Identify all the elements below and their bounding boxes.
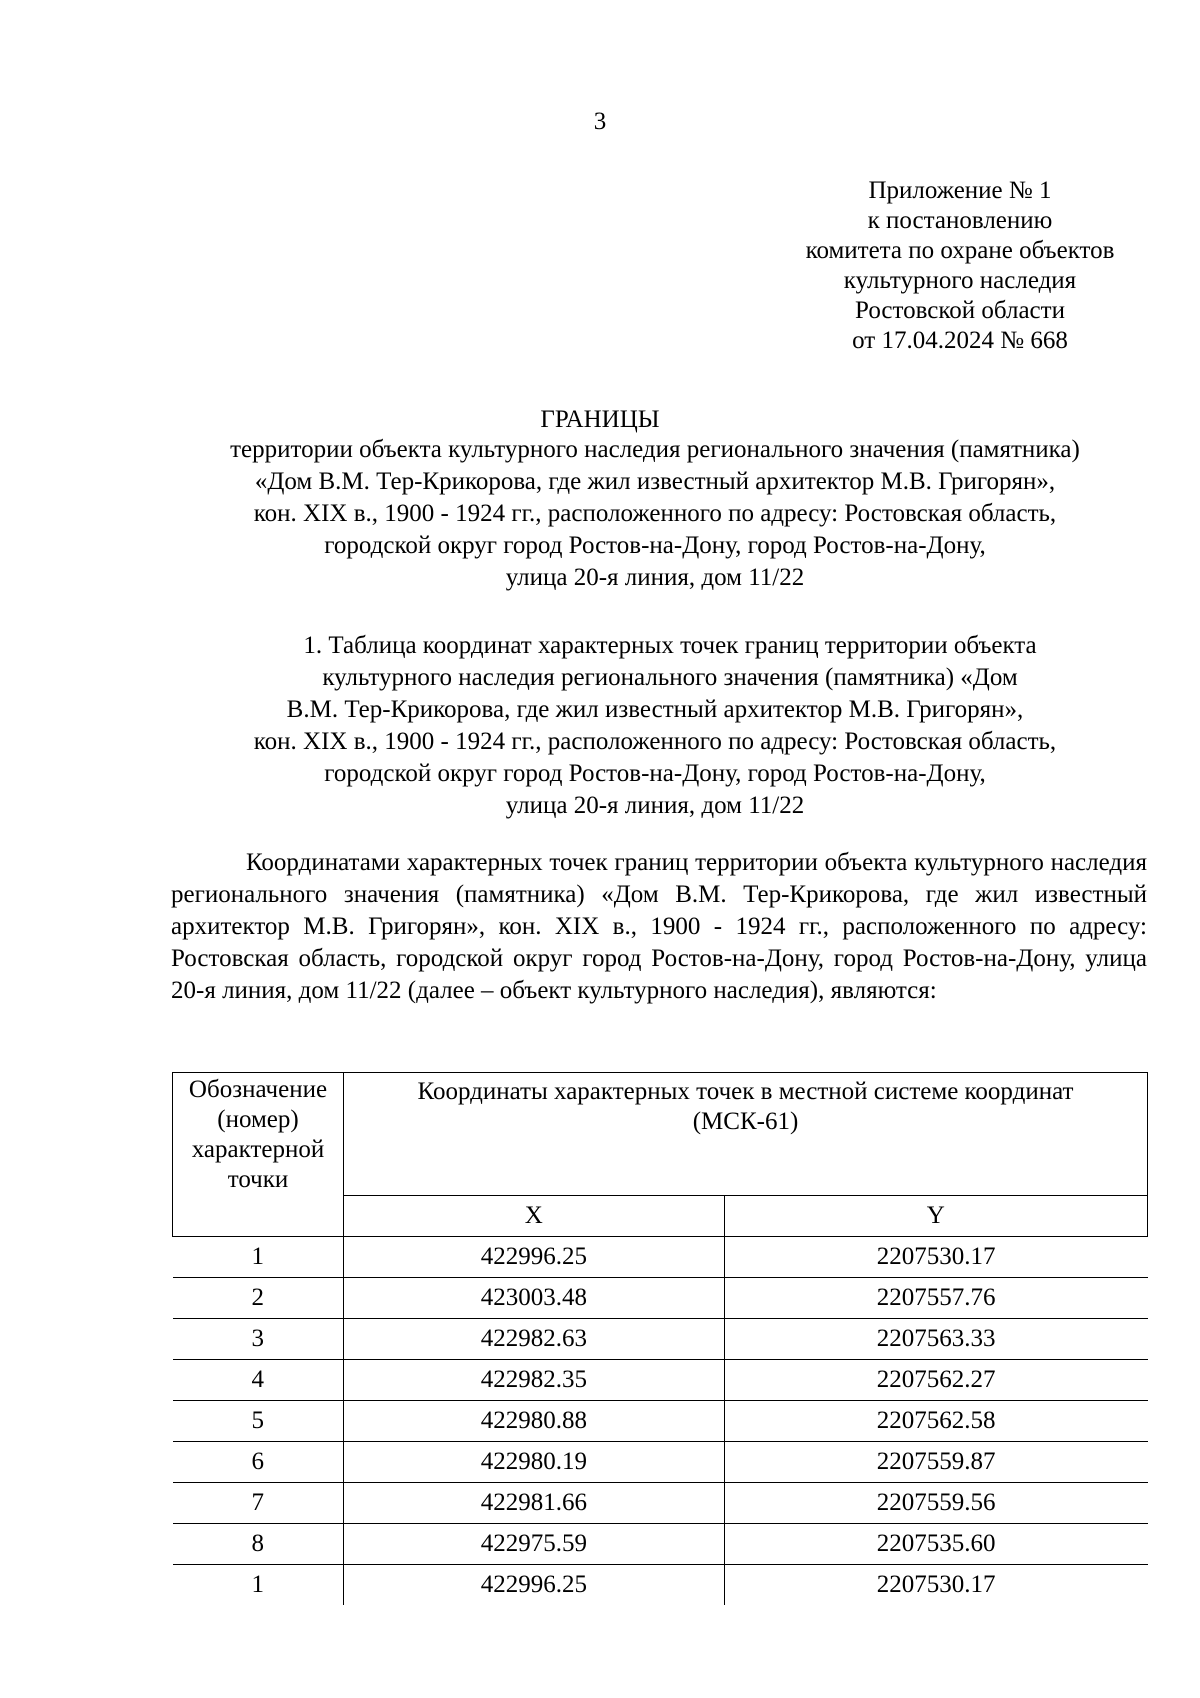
- coord-y: 2207559.87: [724, 1442, 1147, 1483]
- header-point-line: Обозначение: [188, 1076, 328, 1103]
- point-number: 2: [173, 1278, 344, 1319]
- body-paragraph: Координатами характерных точек границ территории объекта культурного наследия регионального значения (памятника) «Дом В.М. Тер-Крикорова, где жил известный архитектор М.В. Григорян», кон. XIX в., 1900 - 1924 гг., расположенного по адресу: Ростовская область, городской округ город Ростов-на-Дону, город Ростов-на-Дону, улица 20-я линия, дом 11/22 (далее – объект культурного наследия), являются:: [171, 849, 1147, 1004]
- point-number: 1: [173, 1565, 344, 1606]
- point-number: 4: [173, 1360, 344, 1401]
- section-heading-line: городской округ город Ростов-на-Дону, город Ростов-на-Дону,: [324, 760, 986, 787]
- coord-y: 2207530.17: [724, 1565, 1147, 1606]
- coord-y: 2207535.60: [724, 1524, 1147, 1565]
- header-x: X: [344, 1196, 725, 1237]
- section-heading: [160, 630, 1150, 822]
- coord-y: 2207559.56: [724, 1483, 1147, 1524]
- subtitle-line: «Дом В.М. Тер-Крикорова, где жил известный архитектор М.В. Григорян»,: [254, 468, 1056, 495]
- coord-x: 422975.59: [344, 1524, 725, 1565]
- coord-x: 422980.88: [344, 1401, 725, 1442]
- coord-x: 422982.63: [344, 1319, 725, 1360]
- header-coords-line: (МСК-61): [692, 1108, 799, 1135]
- appendix-line: культурного наследия: [843, 267, 1077, 294]
- subtitle-line: территории объекта культурного наследия регионального значения (памятника): [230, 436, 1080, 463]
- table-row: [173, 1483, 1148, 1524]
- coord-x: 423003.48: [344, 1278, 725, 1319]
- subtitle-line: улица 20-я линия, дом 11/22: [505, 564, 805, 591]
- document-subtitle: [160, 434, 1150, 594]
- table-row: [173, 1442, 1148, 1483]
- coord-y: 2207530.17: [724, 1237, 1147, 1278]
- coord-x: 422980.19: [344, 1442, 725, 1483]
- point-number: 6: [173, 1442, 344, 1483]
- point-number: 7: [173, 1483, 344, 1524]
- table-row: [173, 1237, 1148, 1278]
- appendix-line: Приложение № 1: [868, 177, 1052, 204]
- header-coords-cell: [344, 1073, 1148, 1196]
- appendix-line: Ростовской области: [855, 297, 1065, 324]
- section-heading-line: культурного наследия регионального значения (памятника) «Дом: [322, 664, 1018, 691]
- header-point-line: (номер): [217, 1106, 299, 1133]
- section-heading-line: кон. XIX в., 1900 - 1924 гг., расположенного по адресу: Ростовская область,: [253, 728, 1057, 755]
- coord-x: 422996.25: [344, 1237, 725, 1278]
- document-title: ГРАНИЦЫ: [540, 406, 660, 433]
- table-row: [173, 1278, 1148, 1319]
- coord-x: 422982.35: [344, 1360, 725, 1401]
- header-y: Y: [724, 1196, 1147, 1237]
- table-row: [173, 1401, 1148, 1442]
- header-point-line: характерной: [191, 1136, 325, 1163]
- coord-y: 2207562.58: [724, 1401, 1147, 1442]
- appendix-line: к постановлению: [867, 207, 1053, 234]
- header-point-cell: [173, 1073, 344, 1237]
- point-number: 3: [173, 1319, 344, 1360]
- point-number: 8: [173, 1524, 344, 1565]
- coord-x: 422981.66: [344, 1483, 725, 1524]
- coord-y: 2207562.27: [724, 1360, 1147, 1401]
- appendix-line: комитета по охране объектов: [805, 237, 1115, 264]
- header-coords-line: Координаты характерных точек в местной системе координат: [417, 1078, 1074, 1105]
- subtitle-line: кон. XIX в., 1900 - 1924 гг., расположенного по адресу: Ростовская область,: [253, 500, 1057, 527]
- table-row: [173, 1319, 1148, 1360]
- coord-y: 2207563.33: [724, 1319, 1147, 1360]
- section-heading-line: В.М. Тер-Крикорова, где жил известный архитектор М.В. Григорян»,: [286, 696, 1024, 723]
- point-number: 5: [173, 1401, 344, 1442]
- appendix-block: [760, 176, 1160, 356]
- table-row: [173, 1524, 1148, 1565]
- section-heading-line: улица 20-я линия, дом 11/22: [505, 792, 805, 819]
- header-point-line: точки: [227, 1166, 289, 1193]
- table-row: [173, 1360, 1148, 1401]
- coordinates-table: [172, 1072, 1148, 1605]
- table-header-row: [173, 1073, 1148, 1196]
- coord-x: 422996.25: [344, 1565, 725, 1606]
- section-heading-line: 1. Таблица координат характерных точек границ территории объекта: [303, 632, 1037, 659]
- point-number: 1: [173, 1237, 344, 1278]
- table-row: [173, 1565, 1148, 1606]
- subtitle-line: городской округ город Ростов-на-Дону, город Ростов-на-Дону,: [324, 532, 986, 559]
- appendix-line: от 17.04.2024 № 668: [852, 327, 1068, 354]
- coord-y: 2207557.76: [724, 1278, 1147, 1319]
- page-number: 3: [593, 108, 607, 135]
